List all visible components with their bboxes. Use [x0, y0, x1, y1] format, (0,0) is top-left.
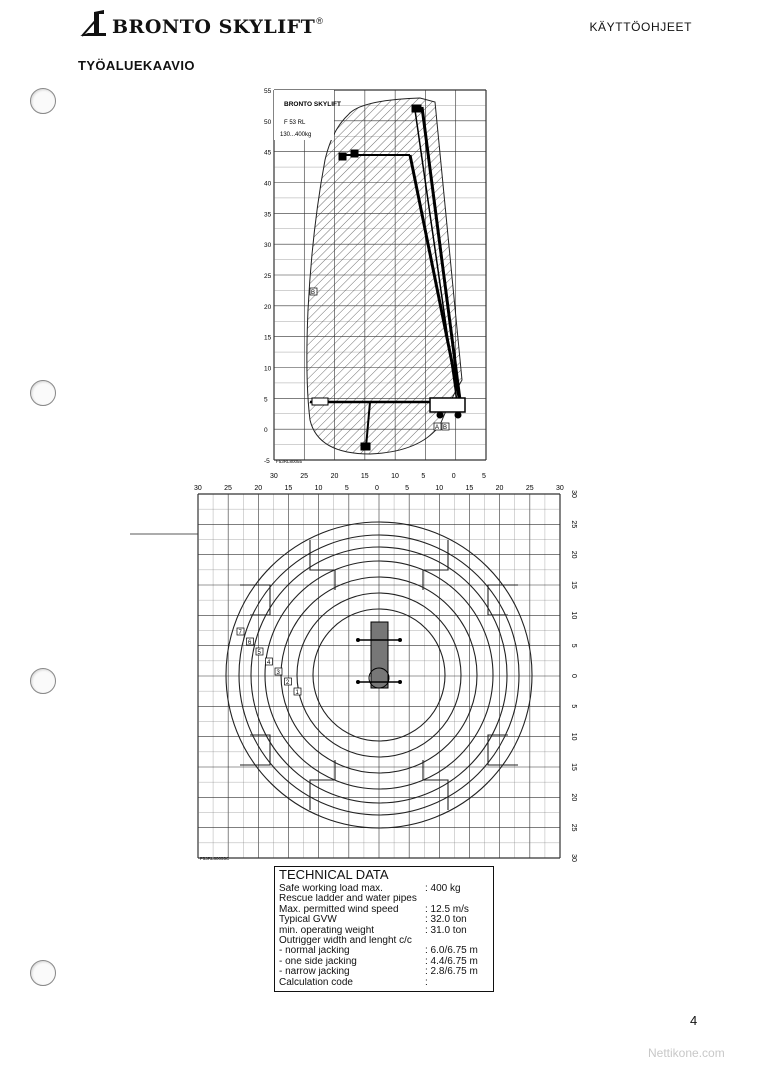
page-title: TYÖALUEKAAVIO: [78, 58, 195, 73]
technical-data-label: Calculation code: [279, 977, 353, 988]
binder-hole: [30, 380, 56, 406]
technical-data-rows: [279, 884, 489, 988]
top-drawing-code: F53RL80055C: [200, 856, 230, 861]
technical-data-label: min. operating weight: [279, 925, 375, 936]
side-x-tick-label: 0: [451, 473, 456, 480]
side-y-tick-label: 15: [264, 334, 272, 342]
side-y-tick-label: 20: [264, 303, 272, 311]
top-y-tick-label: 20: [570, 793, 577, 802]
side-x-tick-label: 20: [330, 473, 339, 480]
technical-data-value: : 31.0 ton: [425, 924, 467, 936]
technical-data-value: :: [425, 976, 428, 988]
top-x-tick-label: 20: [254, 485, 263, 492]
side-y-tick-label: 5: [264, 396, 268, 404]
side-x-tick-label: 30: [270, 473, 278, 480]
technical-data-row: [279, 978, 489, 988]
inset-load-range: 130...400kg: [280, 132, 312, 138]
technical-data-row: [279, 884, 489, 894]
side-drawing-code: F53RL80055: [276, 459, 303, 464]
technical-data-label: Rescue ladder and water pipes: [279, 894, 417, 905]
technical-data-value: : 32.0 ton: [425, 914, 467, 926]
range-labels: [237, 628, 301, 696]
range-label-3: 3: [276, 670, 280, 676]
technical-data-box: [274, 866, 494, 992]
top-y-tick-label: 30: [570, 490, 577, 498]
top-y-tick-label: 20: [570, 550, 577, 559]
watermark: Nettikone.com: [648, 1046, 725, 1060]
side-y-tick-label: 10: [264, 365, 272, 373]
range-label-4: 4: [267, 660, 271, 666]
technical-data-label: - one side jacking: [279, 956, 357, 967]
binder-hole: [30, 668, 56, 694]
side-y-tick-label: 40: [264, 180, 272, 188]
side-x-tick-label: 5: [482, 473, 486, 480]
top-x-tick-label: 30: [556, 485, 564, 492]
technical-data-label: - normal jacking: [279, 946, 350, 957]
skylift-logo-icon: [78, 8, 108, 38]
technical-data-row: [279, 926, 489, 936]
top-x-tick-label: 25: [525, 485, 534, 492]
top-x-tick-label: 0: [375, 485, 379, 492]
range-label-2: 2: [286, 680, 290, 686]
top-x-tick-label: 5: [344, 485, 349, 492]
top-x-tick-label: 10: [314, 485, 323, 492]
range-label-7: 7: [238, 630, 242, 636]
top-y-tick-label: 25: [570, 823, 577, 832]
side-y-tick-label: 0: [264, 427, 268, 435]
range-label-5: 5: [257, 650, 261, 656]
technical-data-label: Safe working load max.: [279, 884, 383, 894]
top-x-tick-label: 15: [465, 485, 474, 492]
side-x-tick-label: 25: [300, 473, 309, 480]
top-y-tick-label: 25: [570, 520, 577, 529]
top-x-tick-label: 30: [194, 485, 202, 492]
side-y-tick-label: 55: [264, 88, 272, 95]
side-y-tick-label: 45: [264, 149, 272, 157]
top-x-tick-label: 5: [405, 485, 410, 492]
top-y-tick-label: 30: [570, 854, 577, 862]
top-x-tick-label: 15: [284, 485, 293, 492]
side-y-axis-ticks: [264, 88, 272, 465]
top-y-tick-label: 10: [570, 732, 577, 741]
side-label-a: A: [435, 425, 440, 431]
range-label-6: 6: [248, 640, 252, 646]
top-y-tick-label: 15: [570, 763, 577, 771]
brand-name: BRONTO SKYLIFT: [112, 16, 316, 38]
technical-data-title: TECHNICAL DATA: [279, 867, 389, 882]
top-y-tick-label: 0: [570, 674, 577, 678]
top-x-tick-label: 20: [495, 485, 504, 492]
technical-data-value: : 4.4/6.75 m: [425, 955, 478, 967]
top-view-range-diagram: [130, 480, 580, 865]
top-y-tick-label: 5: [570, 704, 577, 709]
top-y-axis-ticks: [570, 490, 577, 862]
side-label-b2: B: [443, 425, 448, 431]
side-x-tick-label: 15: [360, 473, 369, 480]
brand-logo: [78, 8, 323, 38]
side-y-tick-label: 25: [264, 273, 272, 280]
side-x-axis-ticks: [270, 473, 486, 480]
range-label-1: 1: [295, 690, 299, 696]
top-y-tick-label: 15: [570, 581, 577, 589]
top-x-axis-ticks: [194, 485, 564, 492]
technical-data-value: : 2.8/6.75 m: [425, 966, 478, 978]
top-y-tick-label: 10: [570, 611, 577, 620]
vehicle-chassis: [356, 622, 402, 688]
side-y-tick-label: 30: [264, 242, 272, 250]
page-number: 4: [690, 1013, 698, 1028]
side-label-b: B: [311, 290, 316, 296]
technical-data-label: Max. permitted wind speed: [279, 904, 399, 915]
document-type: KÄYTTÖOHJEET: [589, 20, 692, 34]
technical-data-value: : 12.5 m/s: [425, 903, 469, 915]
binder-hole: [30, 960, 56, 986]
inset-model: F 53 RL: [284, 120, 306, 126]
brand-registered-mark: ®: [316, 16, 323, 26]
side-y-tick-label: -5: [264, 458, 270, 465]
side-y-tick-label: 35: [264, 211, 272, 219]
side-working-range-diagram: [250, 80, 500, 485]
technical-data-value: : 400 kg: [425, 883, 461, 894]
side-x-tick-label: 10: [391, 473, 399, 480]
binder-hole: [30, 88, 56, 114]
side-y-tick-label: 50: [264, 118, 272, 126]
inset-brand: BRONTO SKYLIFT: [284, 101, 341, 108]
technical-data-label: Outrigger width and lenght c/c: [279, 936, 412, 947]
top-x-tick-label: 10: [435, 485, 444, 492]
top-y-tick-label: 5: [570, 643, 577, 648]
technical-data-value: : 6.0/6.75 m: [425, 945, 478, 957]
technical-data-label: Typical GVW: [279, 915, 337, 926]
technical-data-label: - narrow jacking: [279, 967, 350, 978]
top-x-tick-label: 25: [224, 485, 232, 492]
side-x-tick-label: 5: [421, 473, 426, 480]
technical-data-row: [279, 967, 489, 977]
